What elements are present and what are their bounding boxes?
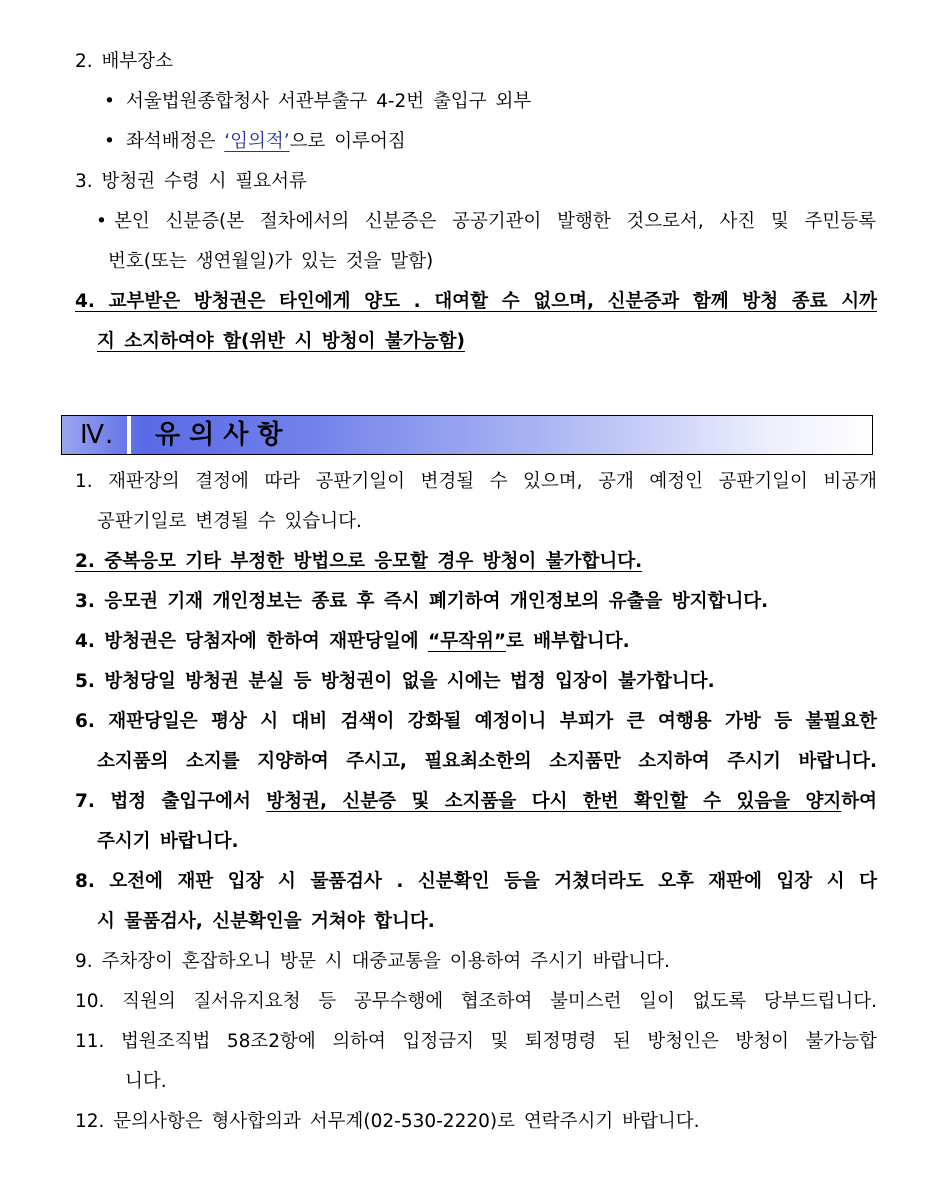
note-7-line-1: 7. 법정 출입구에서 방청권, 신분증 및 소지품을 다시 한번 확인할 수 있음을 양지하여 bbox=[75, 791, 877, 812]
note-1-line-1: 1. 재판장의 결정에 따라 공판기일이 변경될 수 있으며, 공개 예정인 공판기일이 비공개 bbox=[75, 471, 877, 492]
note-9: 9. 주차장이 혼잡하오니 방문 시 대중교통을 이용하여 주시기 바랍니다. bbox=[75, 951, 670, 972]
section-4-line-1: 4. 교부받은 방청권은 타인에게 양도 . 대여할 수 없으며, 신분증과 함께 방청 종료 시까 bbox=[75, 291, 877, 312]
note-1-line-2: 공판기일로 변경될 수 있습니다. bbox=[97, 511, 362, 532]
section-3-bullet-line-1: • 본인 신분증(본 절차에서의 신분증은 공공기관이 발행한 것으로서, 사진 및 주민등록 bbox=[96, 207, 876, 237]
section-banner bbox=[61, 415, 873, 455]
note-3: 3. 응모권 기재 개인정보는 종료 후 즉시 폐기하여 개인정보의 유출을 방지합니다. bbox=[75, 591, 769, 612]
section-4-line-2: 지 소지하여야 함(위반 시 방청이 불가능함) bbox=[97, 331, 465, 352]
note-8-line-1: 8. 오전에 재판 입장 시 물품검사 . 신분확인 등을 거쳤더라도 오후 재판에 입장 시 다 bbox=[75, 871, 877, 892]
underlined-phrase: 방청권, 신분증 및 소지품을 다시 한번 확인할 수 있음을 양지 bbox=[266, 791, 842, 812]
note-11-line-2: 니다. bbox=[125, 1071, 167, 1092]
note-8-line-2: 시 물품검사, 신분확인을 거쳐야 합니다. bbox=[97, 911, 435, 932]
section-2-heading: 2. 배부장소 bbox=[75, 51, 174, 72]
note-10: 10. 직원의 질서유지요청 등 공무수행에 협조하여 불미스런 일이 없도록 당부드립니다. bbox=[75, 991, 877, 1012]
note-6-line-1: 6. 재판당일은 평상 시 대비 검색이 강화될 예정이니 부피가 큰 여행용 가방 등 불필요한 bbox=[75, 711, 877, 732]
note-6-line-2: 소지품의 소지를 지양하여 주시고, 필요최소한의 소지품만 소지하여 주시기 바랍니다. bbox=[97, 751, 877, 772]
bullet-mark: • bbox=[96, 211, 107, 232]
note-11-line-1: 11. 법원조직법 58조2항에 의하여 입정금지 및 퇴정명령 된 방청인은 방청이 불가능합 bbox=[75, 1031, 877, 1052]
note-7-line-2: 주시기 바랍니다. bbox=[97, 831, 239, 852]
section-2-bullet-2: • 좌석배정은 ‘임의적’으로 이루어짐 bbox=[104, 127, 406, 157]
quoted-term: ‘임의적’ bbox=[224, 131, 290, 152]
note-4: 4. 방청권은 당첨자에 한하여 재판당일에 “무작위”로 배부합니다. bbox=[75, 631, 630, 652]
section-3-bullet-line-2: 번호(또는 생연월일)가 있는 것을 말함) bbox=[108, 251, 434, 272]
section-3-heading: 3. 방청권 수령 시 필요서류 bbox=[75, 171, 307, 192]
note-2: 2. 중복응모 기타 부정한 방법으로 응모할 경우 방청이 불가합니다. bbox=[75, 551, 643, 572]
note-12: 12. 문의사항은 형사합의과 서무계(02-530-2220)로 연락주시기 바랍니다. bbox=[75, 1111, 700, 1132]
note-5: 5. 방청당일 방청권 분실 등 방청권이 없을 시에는 법정 입장이 불가합니다. bbox=[75, 671, 715, 692]
bullet-mark: • bbox=[104, 91, 115, 112]
section-2-bullet-1: • 서울법원종합청사 서관부출구 4-2번 출입구 외부 bbox=[104, 87, 531, 117]
banner-title: 유의사항 bbox=[155, 420, 292, 450]
bullet-mark: • bbox=[104, 131, 115, 152]
banner-number: Ⅳ. bbox=[80, 420, 115, 450]
banner-divider bbox=[127, 416, 131, 454]
quoted-term: “무작위” bbox=[428, 631, 506, 652]
